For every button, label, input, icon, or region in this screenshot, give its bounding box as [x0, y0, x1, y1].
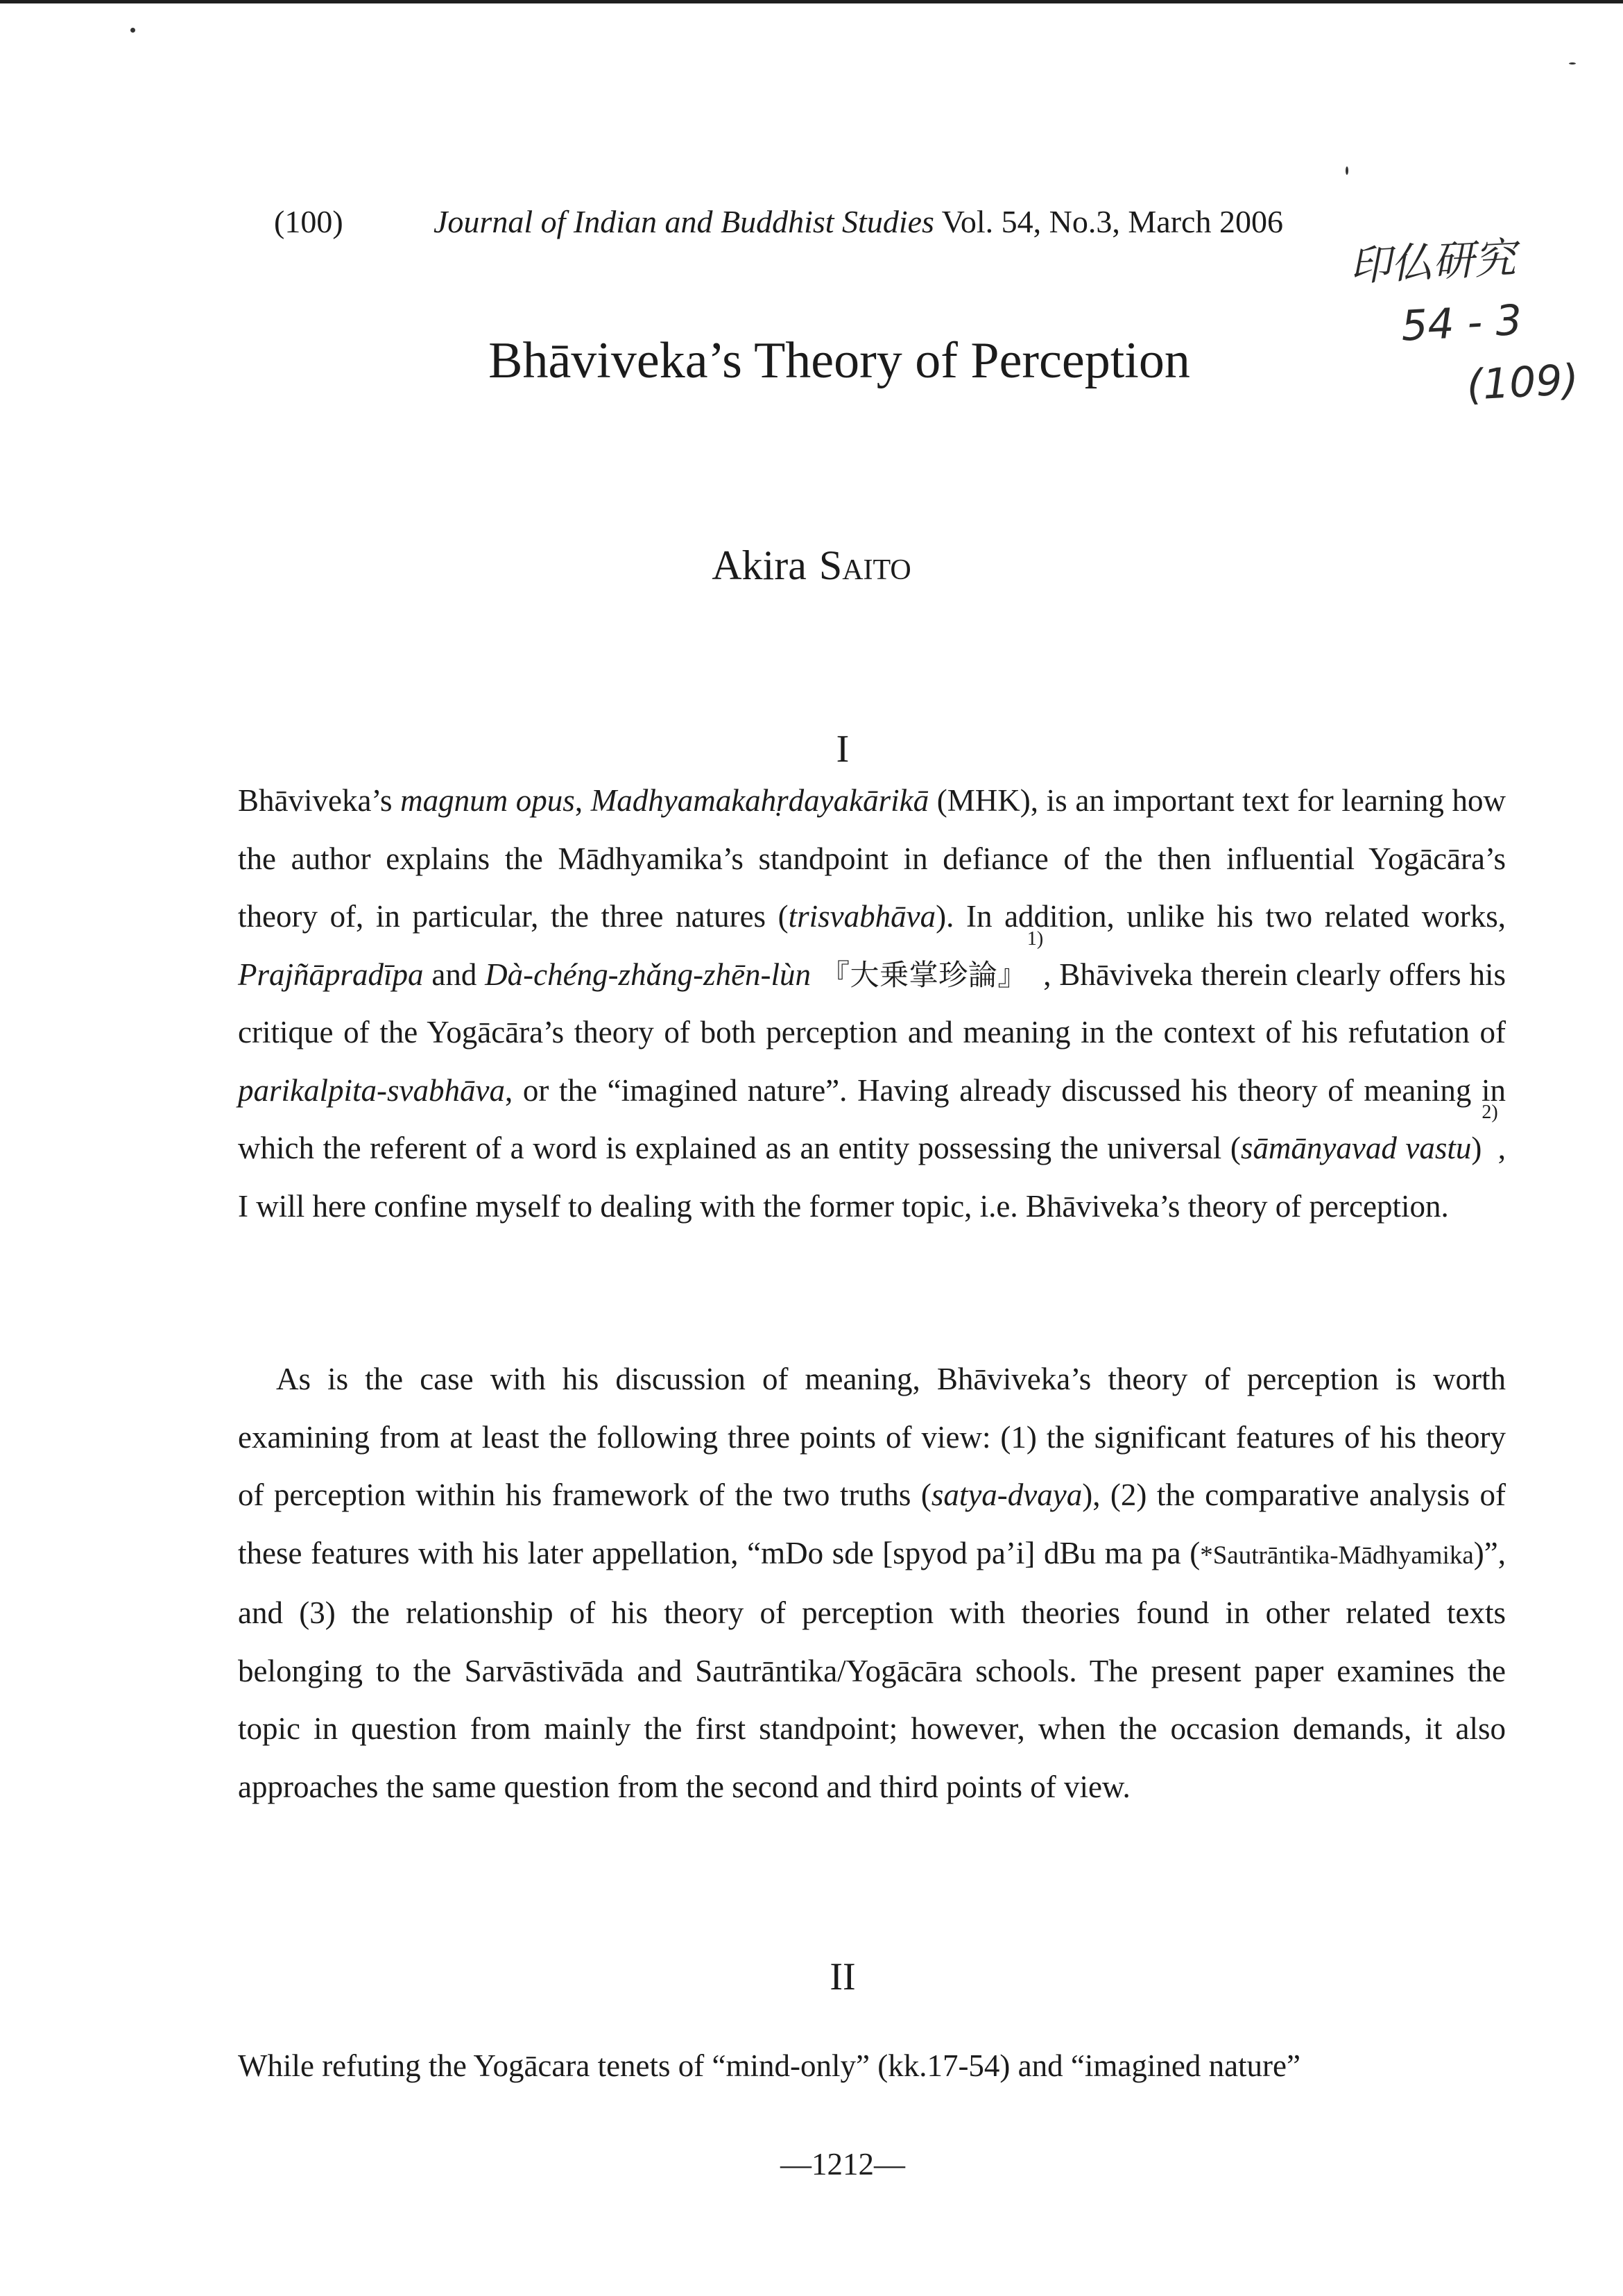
section-heading-1: I [836, 728, 850, 771]
text-run: ). In addition, unlike his two related works, [936, 899, 1506, 934]
author-name [0, 538, 1623, 593]
text-run: , I will here confine myself to dealing with the former topic, i.e. Bhāviveka’s theory of perception. [238, 1131, 1506, 1224]
body-paragraph-3 [238, 2037, 1506, 2096]
text-run: (MHK), is an important text for learning how the author explains the Mādhyamika’s standpoint in defiance of the then influential Yogācāra’s theory of, in particular, the three natures ( [238, 783, 1506, 934]
text-run: As is the case with his discussion of meaning, Bhāviveka’s theory of perception is worth examining from at least the following three points of view: (1) the significant features of his theory of perception within his framework of the two truths ( [238, 1362, 1506, 1512]
handwritten-line-2: 54 - 3 [1400, 295, 1524, 351]
text-run: ), (2) the comparative analysis of these features with his later appellation, “mDo sde [spyod pa’i] dBu ma pa ( [238, 1477, 1506, 1570]
footnote-ref: 2) [1482, 1102, 1498, 1123]
volume-info: Vol. 54, No.3, March 2006 [941, 204, 1283, 239]
author-given-name: Akira [712, 542, 807, 588]
text-run: , [574, 783, 591, 818]
section-heading-2: II [830, 1955, 856, 1998]
text-run: , or the “imagined nature”. Having already discussed his theory of meaning in which the referent of a word is explained as an entity possessing the universal ( [238, 1072, 1506, 1165]
italic-term: trisvabhāva [788, 899, 936, 934]
handwritten-annotation [1334, 222, 1621, 424]
footer-page-number: —1212— [780, 2147, 905, 2182]
small-text-run: *Sautrāntika-Mādhyamika [1200, 1541, 1474, 1570]
cjk-title: 『大乗掌珍論』 [811, 957, 1027, 992]
handwritten-line-1: 印仏研究 [1348, 234, 1518, 291]
italic-term: satya-dvaya [931, 1477, 1083, 1512]
italic-term: Prajñāpradīpa [238, 957, 424, 992]
italic-term: magnum opus [400, 783, 575, 818]
text-run: While refuting the Yogācara tenets of “mind-only” (kk.17-54) and “imagined nature” [238, 2048, 1300, 2083]
scan-speck [1346, 166, 1348, 175]
footnote-ref: 1) [1027, 927, 1044, 950]
header-page-number: (100) [274, 204, 343, 239]
journal-title: Journal of Indian and Buddhist Studies [433, 204, 934, 239]
text-run: , Bhāviveka therein clearly offers his critique of the Yogācāra’s theory of both perception and meaning in the context of his refutation of [238, 957, 1506, 1050]
body-paragraph-1 [238, 772, 1506, 1235]
text-run: ) [1471, 1131, 1482, 1165]
italic-term: Madhyamakahṛdayakārikā [590, 783, 929, 818]
italic-term: Dà-chéng-zhǎng-zhēn-lùn [485, 957, 812, 992]
text-run: and [423, 957, 486, 992]
scan-speck [130, 28, 135, 33]
italic-term: parikalpita-svabhāva [238, 1072, 505, 1108]
italic-term: sāmānyavad vastu [1240, 1131, 1472, 1165]
page-top-border [0, 0, 1623, 3]
author-surname: Saito [818, 542, 911, 588]
text-run: )”, and (3) the relationship of his theory of perception with theories found in other related texts belonging to the Sarvāstivāda and Sautrāntika/Yogācāra schools. The present paper examines the topic in question from mainly the first standpoint; however, when the occasion demands, it also approaches the same question from the second and third points of view. [238, 1535, 1506, 1804]
running-header [274, 201, 1384, 243]
paper-title: Bhāviveka’s Theory of Perception [488, 332, 1190, 389]
text-run: Bhāviveka’s [238, 783, 401, 818]
handwritten-line-3: (109) [1465, 355, 1580, 410]
body-paragraph-2 [238, 1351, 1506, 1816]
scan-speck [1569, 62, 1576, 65]
